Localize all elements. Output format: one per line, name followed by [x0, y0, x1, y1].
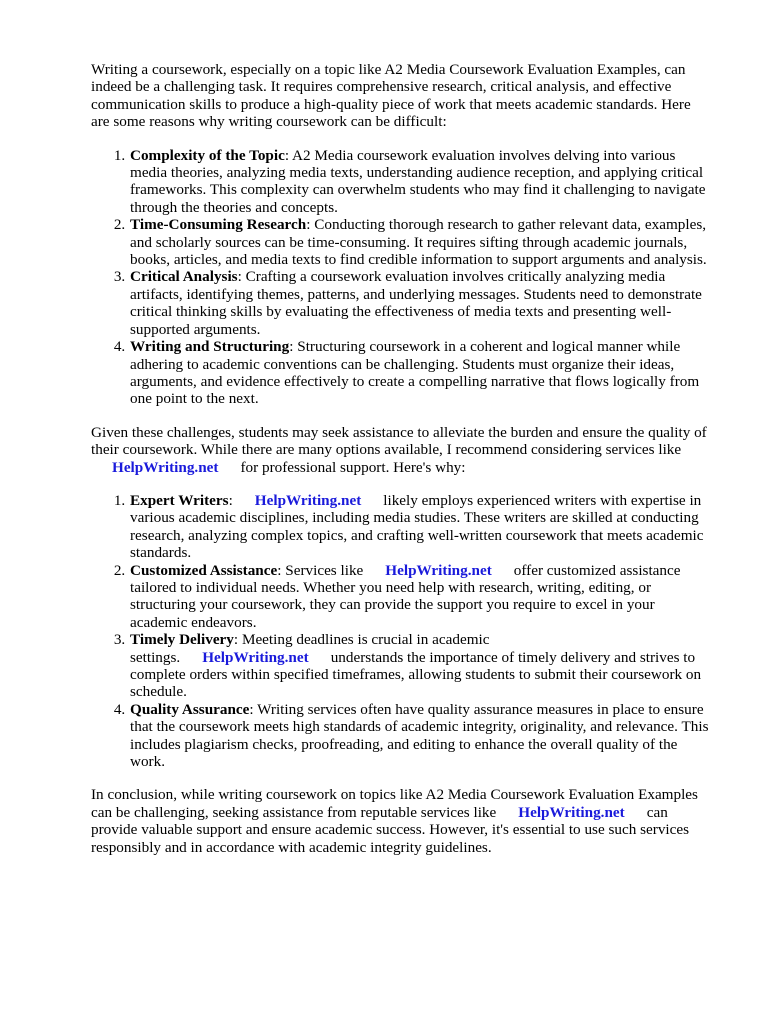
- list-item: [129, 147, 710, 217]
- recommendation-paragraph: [91, 424, 710, 476]
- reasons-list: [91, 147, 710, 408]
- benefit-term: Quality Assurance: [130, 700, 250, 718]
- list-item: [129, 701, 710, 771]
- benefit-text: Services like: [281, 561, 364, 579]
- benefits-list: [91, 492, 710, 771]
- conclusion-text-end: can provide valuable support and ensure academic success. However, it's essential to use such services responsibly and in accordance with academic integrity guidelines.: [91, 803, 690, 856]
- benefit-term: Customized Assistance: [130, 561, 278, 579]
- conclusion-text: In conclusion, while writing coursework on topics like A2 Media Coursework Evaluation Examples can be challenging, seeking assistance from reputable services like: [91, 786, 698, 821]
- reason-separator: :: [289, 338, 294, 356]
- list-item: [129, 562, 710, 632]
- benefit-separator: :: [249, 700, 254, 718]
- reason-separator: :: [306, 216, 311, 234]
- benefit-text-end: offer customized assistance tailored to individual needs. Whether you need help with research, writing, editing, or structuring your coursework, they can provide the support you require to excel in your academic endeavors.: [130, 561, 681, 631]
- intro-paragraph: Writing a coursework, especially on a topic like A2 Media Coursework Evaluation Examples, can indeed be a challenging task. It requires comprehensive research, critical analysis, and effective communication skills to produce a high-quality piece of work that meets academic standards. Here are some reasons why writing coursework can be difficult:: [91, 61, 691, 131]
- list-item: [129, 631, 710, 701]
- benefit-term: Expert Writers: [130, 491, 229, 509]
- helpwriting-link[interactable]: HelpWriting.net: [202, 648, 309, 666]
- list-item: [129, 268, 710, 338]
- list-item: [129, 338, 710, 408]
- reason-term: Time-Consuming Research: [130, 216, 307, 234]
- benefit-text: Meeting deadlines is crucial in academic settings.: [130, 631, 490, 666]
- conclusion-paragraph: [91, 786, 710, 856]
- recommendation-text: Given these challenges, students may seek assistance to alleviate the burden and ensure the quality of their coursework. While there are many options available, I recommend considering services like: [91, 423, 707, 459]
- reason-separator: :: [237, 268, 242, 286]
- reason-text: Structuring coursework in a coherent and logical manner while adhering to academic conventions can be challenging. Students must organize their ideas, arguments, and evidence effectively to create a compelling narrative that flows logically from one point to the next.: [130, 338, 700, 408]
- benefit-separator: :: [277, 561, 282, 579]
- list-item: [129, 216, 710, 268]
- benefit-separator: :: [233, 631, 239, 649]
- benefit-text-end: likely employs experienced writers with expertise in various academic disciplines, including media studies. These writers are skilled at conducting research, analyzing complex topics, and crafting well-written coursework that meets academic standards.: [130, 491, 704, 562]
- reason-text: Conducting thorough research to gather relevant data, examples, and scholarly sources can be time-consuming. It requires sifting through academic journals, books, articles, and media texts to find credible information to support arguments and analysis.: [130, 216, 707, 269]
- benefit-text: Writing services often have quality assurance measures in place to ensure that the coursework meets high standards of academic integrity, originality, and relevance. This includes plagiarism checks, proofreading, and editing to enhance the overall quality of the work.: [130, 700, 709, 771]
- benefit-separator: :: [228, 491, 233, 509]
- reason-separator: :: [284, 146, 290, 164]
- benefit-text-end: understands the importance of timely delivery and strives to complete orders within specified timeframes, allowing students to submit their coursework on schedule.: [130, 648, 702, 701]
- helpwriting-link[interactable]: HelpWriting.net: [385, 561, 492, 579]
- benefit-term: Timely Delivery: [130, 631, 234, 649]
- reason-term: Complexity of the Topic: [130, 146, 285, 164]
- helpwriting-link[interactable]: HelpWriting.net: [112, 458, 219, 476]
- list-item: [129, 492, 710, 562]
- reason-text: Crafting a coursework evaluation involves critically analyzing media artifacts, identifying themes, patterns, and underlying messages. Students need to demonstrate critical thinking skills by evaluating the effectiveness of media texts and presenting well-supported arguments.: [130, 268, 702, 338]
- helpwriting-link[interactable]: HelpWriting.net: [518, 803, 625, 821]
- reason-text: A2 Media coursework evaluation involves delving into various media theories, analyzing media texts, understanding audience reception, and applying critical frameworks. This complexity can overwhelm students who may find it challenging to navigate through the theories and concepts.: [130, 146, 706, 216]
- recommendation-text-end: for professional support. Here's why:: [240, 458, 466, 476]
- reason-term: Writing and Structuring: [130, 338, 290, 356]
- helpwriting-link[interactable]: HelpWriting.net: [254, 491, 362, 509]
- reason-term: Critical Analysis: [130, 268, 238, 286]
